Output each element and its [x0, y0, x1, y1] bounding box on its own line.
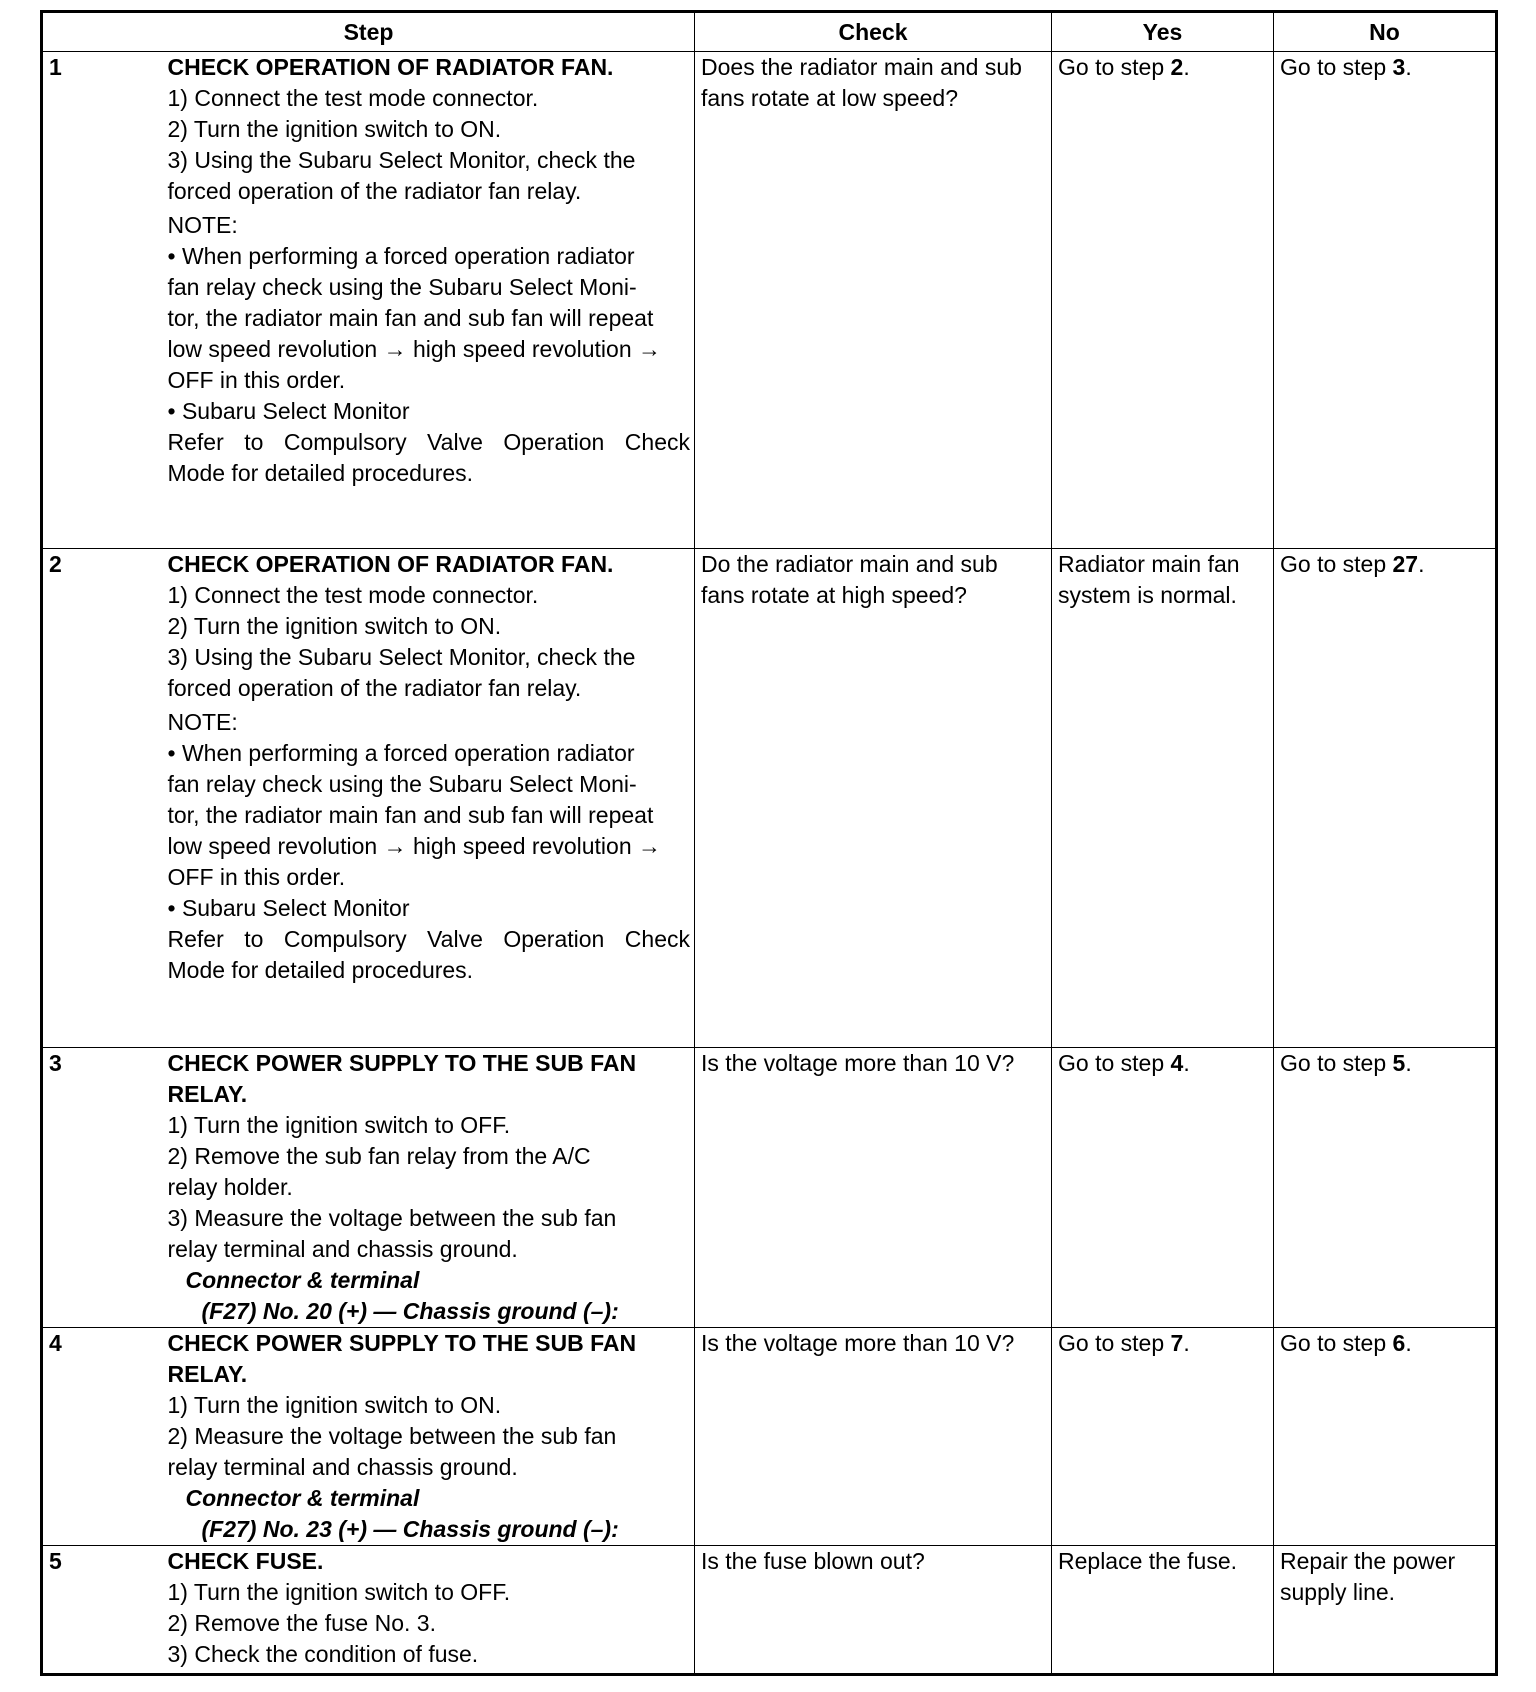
no-cell: Repair the power supply line.	[1274, 1546, 1497, 1675]
step-number: 1	[42, 52, 168, 549]
check-cell: Is the voltage more than 10 V?	[695, 1048, 1052, 1328]
step-instruction: 1) Connect the test mode connector.	[167, 582, 539, 608]
no-step-number: 6	[1392, 1330, 1406, 1356]
header-yes: Yes	[1052, 12, 1274, 52]
step-procedure	[168, 1546, 695, 1675]
step-instruction: 1) Turn the ignition switch to ON.	[167, 1392, 502, 1418]
note-line: tor, the radiator main fan and sub fan will repeat	[167, 802, 654, 828]
check-cell: Is the voltage more than 10 V?	[695, 1328, 1052, 1546]
diagnostic-table	[40, 10, 1498, 1676]
step-instruction: relay terminal and chassis ground.	[167, 1236, 518, 1262]
step-number: 5	[42, 1546, 168, 1675]
diagnostic-table-sheet	[40, 10, 1495, 1671]
step-instruction: 3) Using the Subaru Select Monitor, check the	[167, 147, 636, 173]
header-step: Step	[42, 12, 695, 52]
step-instruction: 2) Remove the sub fan relay from the A/C	[167, 1143, 591, 1169]
table-row	[42, 549, 1497, 1048]
step-instruction: 1) Turn the ignition switch to OFF.	[167, 1112, 511, 1138]
step-number: 3	[42, 1048, 168, 1328]
note-heading: NOTE:	[167, 709, 238, 735]
note-line: • Subaru Select Monitor	[167, 895, 410, 921]
step-title: CHECK FUSE.	[167, 1548, 324, 1574]
note-line: Refer to Compulsory Valve Operation Check	[167, 926, 690, 952]
yes-cell: Radiator main fan system is normal.	[1052, 549, 1274, 1048]
step-procedure	[168, 549, 695, 1048]
note-line: • When performing a forced operation radiator	[167, 243, 635, 269]
no-text: Go to step	[1280, 1330, 1393, 1356]
table-header-row	[42, 12, 1497, 52]
step-instruction: 1) Connect the test mode connector.	[167, 85, 539, 111]
check-cell: Does the radiator main and sub fans rotate at low speed?	[695, 52, 1052, 549]
table-row	[42, 52, 1497, 549]
no-cell: Go to step 6.	[1274, 1328, 1497, 1546]
note-heading: NOTE:	[167, 212, 238, 238]
note-line: OFF in this order.	[167, 367, 346, 393]
step-number: 2	[42, 549, 168, 1048]
no-text: Go to step	[1280, 1050, 1393, 1076]
table-row	[42, 1546, 1497, 1675]
yes-cell: Go to step 7.	[1052, 1328, 1274, 1546]
note-line: fan relay check using the Subaru Select Moni-	[167, 274, 637, 300]
step-instruction: 2) Remove the fuse No. 3.	[167, 1610, 436, 1636]
check-cell: Is the fuse blown out?	[695, 1546, 1052, 1675]
yes-step-number: 7	[1170, 1330, 1184, 1356]
note-line: tor, the radiator main fan and sub fan will repeat	[167, 305, 654, 331]
step-number: 4	[42, 1328, 168, 1546]
note-line: OFF in this order.	[167, 864, 346, 890]
step-instruction: forced operation of the radiator fan relay.	[167, 675, 582, 701]
step-instruction: 3) Using the Subaru Select Monitor, check the	[167, 644, 636, 670]
yes-cell: Replace the fuse.	[1052, 1546, 1274, 1675]
note-line: Mode for detailed procedures.	[167, 460, 474, 486]
note-line: Mode for detailed procedures.	[167, 957, 474, 983]
connector-terminal-value: (F27) No. 23 (+) — Chassis ground (–):	[201, 1516, 619, 1542]
step-procedure	[168, 1048, 695, 1328]
no-text: Go to step	[1280, 54, 1393, 80]
step-title: CHECK OPERATION OF RADIATOR FAN.	[167, 54, 614, 80]
step-instruction: 1) Turn the ignition switch to OFF.	[167, 1579, 511, 1605]
step-instruction: 2) Turn the ignition switch to ON.	[167, 613, 502, 639]
note-line: low speed revolution → high speed revolution →	[167, 336, 662, 362]
yes-cell: Go to step 2.	[1052, 52, 1274, 549]
table-row	[42, 1048, 1497, 1328]
header-check: Check	[695, 12, 1052, 52]
step-instruction: relay terminal and chassis ground.	[167, 1454, 518, 1480]
no-text: Go to step	[1280, 551, 1393, 577]
note-line: • Subaru Select Monitor	[167, 398, 410, 424]
no-cell: Go to step 5.	[1274, 1048, 1497, 1328]
no-cell: Go to step 27.	[1274, 549, 1497, 1048]
connector-terminal-value: (F27) No. 20 (+) — Chassis ground (–):	[201, 1298, 619, 1324]
step-instruction: forced operation of the radiator fan relay.	[167, 178, 582, 204]
header-no: No	[1274, 12, 1497, 52]
step-instruction: relay holder.	[167, 1174, 293, 1200]
connector-terminal-label: Connector & terminal	[185, 1267, 420, 1293]
step-procedure	[168, 52, 695, 549]
step-instruction: 2) Turn the ignition switch to ON.	[167, 116, 502, 142]
step-instruction: 3) Measure the voltage between the sub fan	[167, 1205, 617, 1231]
check-cell: Do the radiator main and sub fans rotate at high speed?	[695, 549, 1052, 1048]
step-instruction: 3) Check the condition of fuse.	[167, 1641, 479, 1667]
step-title: CHECK POWER SUPPLY TO THE SUB FAN RELAY.	[167, 1050, 637, 1107]
step-title: CHECK POWER SUPPLY TO THE SUB FAN RELAY.	[167, 1330, 637, 1387]
step-instruction: 2) Measure the voltage between the sub fan	[167, 1423, 617, 1449]
connector-terminal-label: Connector & terminal	[185, 1485, 420, 1511]
yes-text: Go to step	[1058, 1330, 1171, 1356]
yes-text: Go to step	[1058, 54, 1171, 80]
table-row	[42, 1328, 1497, 1546]
yes-step-number: 2	[1170, 54, 1184, 80]
note-line: fan relay check using the Subaru Select Moni-	[167, 771, 637, 797]
note-line: Refer to Compulsory Valve Operation Check	[167, 429, 690, 455]
no-step-number: 3	[1392, 54, 1406, 80]
no-step-number: 27	[1392, 551, 1419, 577]
note-line: low speed revolution → high speed revolution →	[167, 833, 662, 859]
yes-cell: Go to step 4.	[1052, 1048, 1274, 1328]
yes-text: Go to step	[1058, 1050, 1171, 1076]
no-step-number: 5	[1392, 1050, 1406, 1076]
step-title: CHECK OPERATION OF RADIATOR FAN.	[167, 551, 614, 577]
no-cell: Go to step 3.	[1274, 52, 1497, 549]
step-procedure	[168, 1328, 695, 1546]
note-line: • When performing a forced operation radiator	[167, 740, 635, 766]
yes-step-number: 4	[1170, 1050, 1184, 1076]
